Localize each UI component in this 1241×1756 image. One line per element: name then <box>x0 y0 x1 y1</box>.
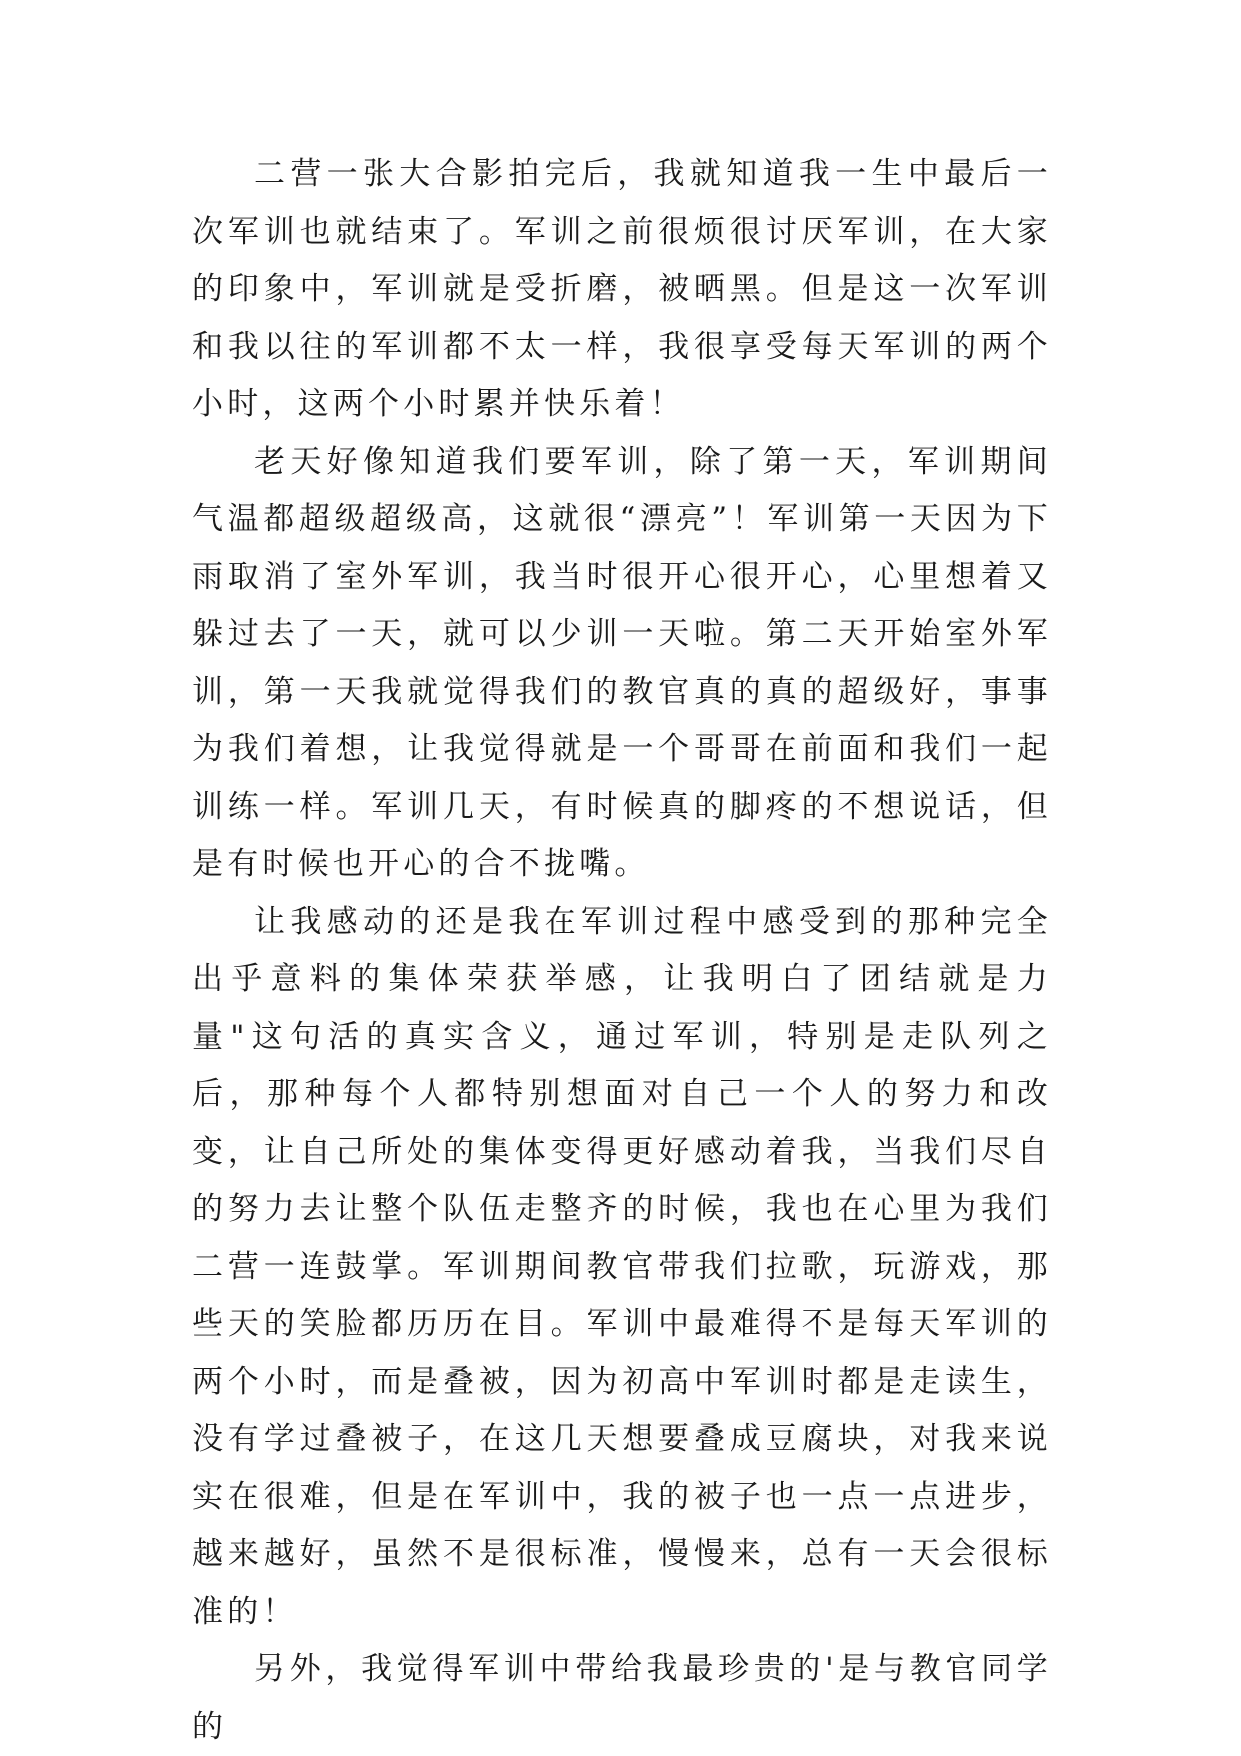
paragraph-1: 二营一张大合影拍完后，我就知道我一生中最后一次军训也就结束了。军训之前很烦很讨厌军训，在大家的印象中，军训就是受折磨，被晒黑。但是这一次军训和我以往的军训都不太一样，我很享受每天军训的两个小时，这两个小时累并快乐着！ <box>192 156 1052 422</box>
essay-body <box>192 146 1052 1756</box>
paragraph-2: 老天好像知道我们要军训，除了第一天，军训期间气温都超级超级高，这就很“漂亮”！军训第一天因为下雨取消了室外军训，我当时很开心很开心，心里想着又躲过去了一天，就可以少训一天啦。第二天开始室外军训，第一天我就觉得我们的教官真的真的超级好，事事为我们着想，让我觉得就是一个哥哥在前面和我们一起训练一样。军训几天，有时候真的脚疼的不想说话，但是有时候也开心的合不拢嘴。 <box>192 443 1052 882</box>
paragraph-4: 另外，我觉得军训中带给我最珍贵的'是与教官同学的 <box>192 1651 1052 1745</box>
paragraph-3: 让我感动的还是我在军训过程中感受到的那种完全出乎意料的集体荣获举感，让我明白了团结就是力量"这句活的真实含义，通过军训，特别是走队列之后，那种每个人都特别想面对自己一个人的努力和改变，让自己所处的集体变得更好感动着我，当我们尽自的努力去让整个队伍走整齐的时候，我也在心里为我们二营一连鼓掌。军训期间教官带我们拉歌，玩游戏，那些天的笑脸都历历在目。军训中最难得不是每天军训的两个小时，而是叠被，因为初高中军训时都是走读生，没有学过叠被子，在这几天想要叠成豆腐块，对我来说实在很难，但是在军训中，我的被子也一点一点进步，越来越好，虽然不是很标准，慢慢来，总有一天会很标准的！ <box>192 903 1052 1630</box>
